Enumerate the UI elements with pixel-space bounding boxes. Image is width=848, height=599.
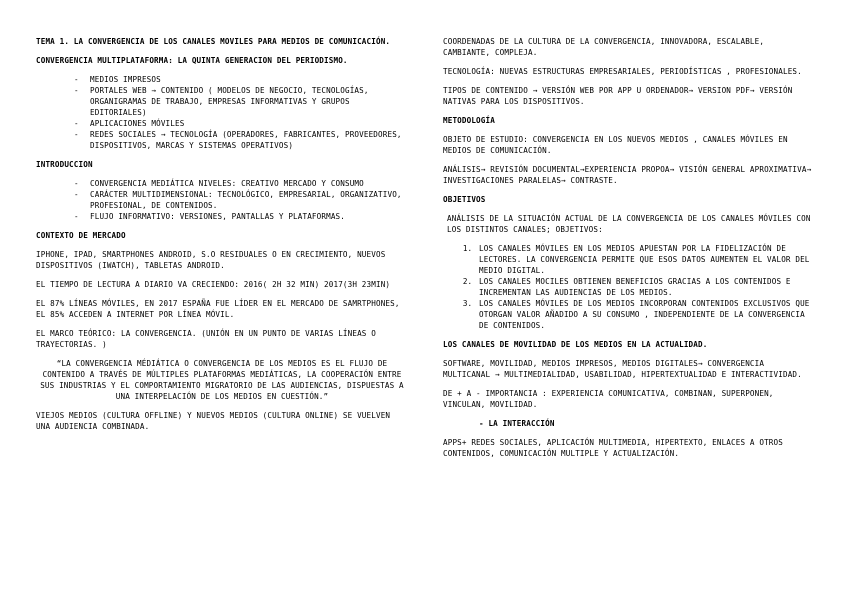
- apps-paragraph: APPS+ REDES SOCIALES, APLICACIÓN MULTIMEDIA, HIPERTEXTO, ENLACES A OTROS CONTENIDOS, COMUNICACIÓN MULTIPLE Y ACTUALIZACIÓN.: [443, 438, 783, 458]
- content-types-paragraph: TIPOS DE CONTENIDO → VERSIÓN WEB POR APP U ORDENADOR→ VERSION PDF→ VERSIÓN NATIVAS PARA LOS DISPOSITIVOS.: [443, 86, 793, 106]
- list-item: 1. LOS CANALES MÓVILES EN LOS MEDIOS APUESTAN POR LA FIDELIZACIÓN DE LECTORES. LA CONVERGENCIA PERMITE QUE ESOS DATOS AUMENTEN EL VALOR DEL MEDIO DIGITAL.: [477, 243, 815, 276]
- list-item: - CARÁCTER MULTIDIMENSIONAL: TECNOLÓGICO, EMPRESARIAL, ORGANIZATIVO, PROFESIONAL, DE CONTENIDOS.: [74, 189, 408, 211]
- convergence-heading: CONVERGENCIA MULTIPLATAFORMA: LA QUINTA GENERACION DEL PERIODISMO.: [36, 56, 348, 65]
- importance-paragraph: DE + A - IMPORTANCIA : EXPERIENCIA COMUNICATIVA, COMBINAN, SUPERPONEN, VINCULAN, MOVILIDAD.: [443, 389, 774, 409]
- right-column: [443, 36, 815, 467]
- software-paragraph: SOFTWARE, MOVILIDAD, MEDIOS IMPRESOS, MEDIOS DIGITALES→ CONVERGENCIA MULTICANAL → MULTIMEDIALIDAD, USABILIDAD, HIPERTEXTUALIDAD E INTERACTIVIDAD.: [443, 359, 802, 379]
- list-item: - FLUJO INFORMATIVO: VERSIONES, PANTALLAS Y PLATAFORMAS.: [74, 211, 408, 222]
- market-context-heading: CONTEXTO DE MERCADO: [36, 231, 126, 240]
- list-item: 2. LOS CANALES MOCILES OBTIENEN BENEFICIOS GRACIAS A LOS CONTENIDOS E INCREMENTAN LAS AUDIENCIAS DE LOS MEDIOS.: [477, 276, 815, 298]
- left-column: [36, 36, 408, 440]
- mobile-lines-paragraph: EL 87% LÍNEAS MÓVILES, EN 2017 ESPAÑA FUE LÍDER EN EL MERCADO DE SAMRTPHONES, EL 85% ACCEDEN A INTERNET POR LÍNEA MÓVIL.: [36, 299, 400, 319]
- list-item: - MEDIOS IMPRESOS: [74, 74, 408, 85]
- document-title: TEMA 1. LA CONVERGENCIA DE LOS CANALES MOVILES PARA MEDIOS DE COMUNICACIÓN.: [36, 37, 391, 46]
- objectives-list: [443, 243, 815, 331]
- list-item: - CONVERGENCIA MEDIÁTICA NIVELES: CREATIVO MERCADO Y CONSUMO: [74, 178, 408, 189]
- study-object-paragraph: OBJETO DE ESTUDIO: CONVERGENCIA EN LOS NUEVOS MEDIOS , CANALES MÓVILES EN MEDIOS DE COMUNICACIÓN.: [443, 135, 788, 155]
- mobility-channels-heading: LOS CANALES DE MOVILIDAD DE LOS MEDIOS EN LA ACTUALIDAD.: [443, 340, 708, 349]
- objectives-intro: ANÁLISIS DE LA SITUACIÓN ACTUAL DE LA CONVERGENCIA DE LOS CANALES MÓVILES CON LOS DISTINTOS CANALES; OBJETIVOS:: [447, 214, 811, 234]
- intro-list: [36, 178, 408, 222]
- list-item: - PORTALES WEB → CONTENIDO ( MODELOS DE NEGOCIO, TECNOLOGÍAS, ORGANIGRAMAS DE TRABAJO, EMPRESAS INFORMATIVAS Y GRUPOS EDITORIALES): [74, 85, 408, 118]
- reading-time-paragraph: EL TIEMPO DE LECTURA A DIARIO VA CRECIENDO: 2016( 2H 32 MIN) 2017(3H 23MIN): [36, 280, 391, 289]
- interaction-heading: - LA INTERACCIÓN: [479, 419, 555, 428]
- list-item: - REDES SOCIALES → TECNOLOGÍA (OPERADORES, FABRICANTES, PROVEEDORES, DISPOSITIVOS, MARCAS Y SISTEMAS OPERATIVOS): [74, 129, 408, 151]
- market-context-paragraph: IPHONE, IPAD, SMARTPHONES ANDROID, S.O RESIDUALES O EN CRECIMIENTO, NUEVOS DISPOSITIVOS (IWATCH), TABLETAS ANDROID.: [36, 250, 386, 270]
- list-item: - APLICACIONES MÓVILES: [74, 118, 408, 129]
- analysis-paragraph: ANÁLISIS→ REVISIÓN DOCUMENTAL→EXPERIENCIA PROPOA→ VISIÓN GENERAL APROXIMATIVA→ INVESTIGACIONES PARALELAS→ CONTRASTE.: [443, 165, 812, 185]
- intro-heading: INTRODUCCION: [36, 160, 93, 169]
- old-new-media-paragraph: VIEJOS MEDIOS (CULTURA OFFLINE) Y NUEVOS MEDIOS (CULTURA ONLINE) SE VUELVEN UNA AUDIENCIA COMBINADA.: [36, 411, 391, 431]
- technology-paragraph: TECNOLOGÍA: NUEVAS ESTRUCTURAS EMPRESARIALES, PERIODÍSTICAS , PROFESIONALES.: [443, 67, 802, 76]
- methodology-heading: METODOLOGÍA: [443, 116, 495, 125]
- convergence-list: [36, 74, 408, 151]
- objectives-heading: OBJETIVOS: [443, 195, 486, 204]
- theoretical-framework-paragraph: EL MARCO TEÓRICO: LA CONVERGENCIA. (UNIÓN EN UN PUNTO DE VARIAS LÍNEAS O TRAYECTORIAS. ): [36, 329, 376, 349]
- definition-quote: “LA CONVERGENCIA MÉDIÁTICA O CONVERGENCIA DE LOS MEDIOS ES EL FLUJO DE CONTENIDO A TRAVÉS DE MÚLTIPLES PLATAFORMAS MEDIÁTICAS, LA COOPERACIÓN ENTRE SUS INDUSTRIAS Y EL COMPORTAMIENTO MIGRATORIO DE LAS AUDIENCIAS, DISPUESTAS A UNA INTERPELACIÓN DE LOS MEDIOS EN CUESTIÓN.”: [40, 359, 404, 401]
- list-item: 3. LOS CANALES MÓVILES DE LOS MEDIOS INCORPORAN CONTENIDOS EXCLUSIVOS QUE OTORGAN VALOR AÑADIDO A SU CONSUMO , INDEPENDIENTE DE LA CONVERGENCIA DE CONTENIDOS.: [477, 298, 815, 331]
- coordinates-paragraph: COORDENADAS DE LA CULTURA DE LA CONVERGENCIA, INNOVADORA, ESCALABLE, CAMBIANTE, COMPLEJA.: [443, 37, 765, 57]
